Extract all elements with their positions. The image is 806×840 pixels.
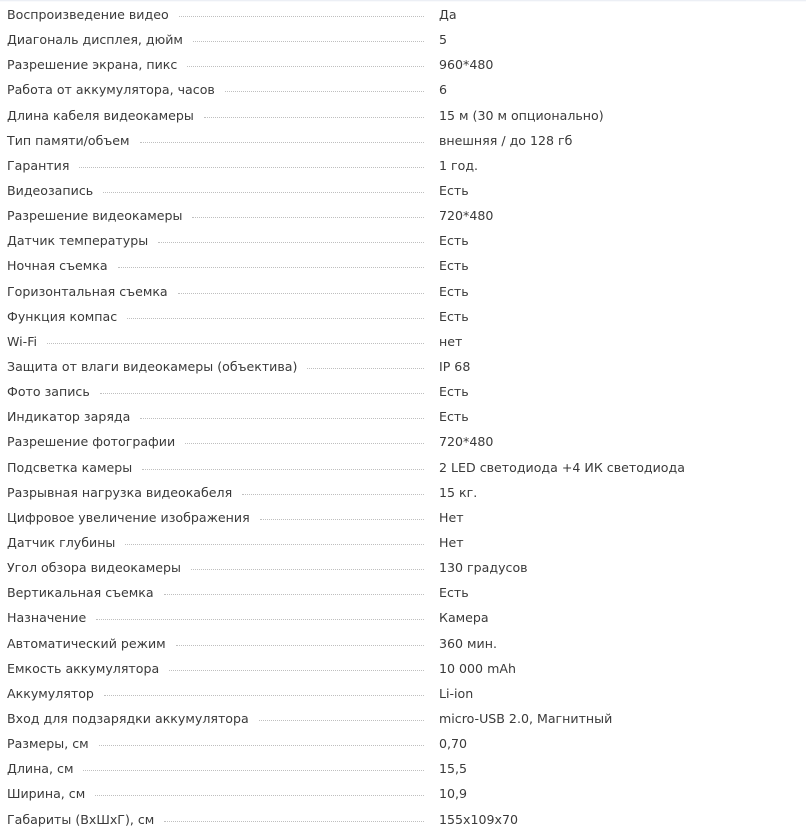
dotted-leader: [83, 770, 424, 771]
spec-name-cell: [0, 334, 432, 349]
spec-name-cell: [0, 460, 432, 475]
spec-name-cell: [0, 108, 432, 123]
dotted-leader: [99, 745, 424, 746]
spec-name-cell: [0, 686, 432, 701]
dotted-leader: [191, 569, 424, 570]
spec-value: IP 68: [439, 359, 471, 375]
spec-row: [0, 27, 806, 52]
dotted-leader: [169, 670, 424, 671]
spec-label: Датчик глубины: [7, 535, 116, 551]
spec-row: [0, 203, 806, 228]
spec-label: Подсветка камеры: [7, 459, 133, 475]
spec-row: [0, 756, 806, 781]
spec-name-cell: [0, 434, 432, 449]
spec-value: 155х109х70: [439, 811, 519, 827]
spec-label: Работа от аккумулятора, часов: [7, 82, 215, 98]
spec-label: Угол обзора видеокамеры: [7, 560, 181, 576]
dotted-leader: [100, 393, 424, 394]
spec-value: внешняя / до 128 гб: [439, 132, 573, 148]
spec-value: 2 LED светодиода +4 ИК светодиода: [439, 459, 685, 475]
spec-label: Разрывная нагрузка видеокабеля: [7, 484, 233, 500]
spec-label: Разрешение фотографии: [7, 434, 176, 450]
spec-row: [0, 103, 806, 128]
spec-label: Гарантия: [7, 157, 70, 173]
dotted-leader: [193, 41, 424, 42]
spec-name-cell: [0, 309, 432, 324]
spec-value: 720*480: [439, 208, 494, 224]
spec-label: Назначение: [7, 610, 87, 626]
dotted-leader: [179, 16, 424, 17]
dotted-leader: [158, 242, 424, 243]
spec-value: 15,5: [439, 761, 468, 777]
spec-value: 5: [439, 32, 448, 48]
spec-value: 360 мин.: [439, 635, 497, 651]
spec-row: [0, 555, 806, 580]
spec-row: [0, 329, 806, 354]
dotted-leader: [47, 343, 424, 344]
spec-row: [0, 253, 806, 278]
spec-name-cell: [0, 258, 432, 273]
spec-label: Видеозапись: [7, 183, 94, 199]
spec-row: [0, 128, 806, 153]
spec-list: [0, 2, 806, 832]
spec-row: [0, 404, 806, 429]
dotted-leader: [140, 418, 424, 419]
dotted-leader: [187, 66, 424, 67]
dotted-leader: [242, 494, 424, 495]
spec-name-cell: [0, 736, 432, 751]
spec-label: Размеры, см: [7, 736, 89, 752]
dotted-leader: [307, 368, 424, 369]
spec-label: Тип памяти/объем: [7, 132, 130, 148]
spec-label: Горизонтальная съемка: [7, 283, 168, 299]
dotted-leader: [164, 821, 424, 822]
spec-name-cell: [0, 233, 432, 248]
dotted-leader: [204, 117, 424, 118]
spec-name-cell: [0, 535, 432, 550]
spec-name-cell: [0, 485, 432, 500]
spec-name-cell: [0, 585, 432, 600]
spec-value: Да: [439, 7, 457, 23]
spec-label: Аккумулятор: [7, 685, 94, 701]
spec-name-cell: [0, 57, 432, 72]
dotted-leader: [103, 192, 424, 193]
dotted-leader: [259, 720, 424, 721]
spec-value: Камера: [439, 610, 489, 626]
spec-row: [0, 228, 806, 253]
spec-row: [0, 304, 806, 329]
spec-name-cell: [0, 409, 432, 424]
spec-label: Воспроизведение видео: [7, 7, 169, 23]
spec-label: Функция компас: [7, 308, 118, 324]
spec-value: Есть: [439, 258, 469, 274]
spec-row: [0, 455, 806, 480]
dotted-leader: [225, 91, 424, 92]
spec-name-cell: [0, 711, 432, 726]
dotted-leader: [185, 443, 424, 444]
spec-value: 960*480: [439, 57, 494, 73]
spec-row: [0, 279, 806, 304]
spec-name-cell: [0, 610, 432, 625]
spec-row: [0, 505, 806, 530]
spec-row: [0, 631, 806, 656]
spec-row: [0, 681, 806, 706]
spec-name-cell: [0, 560, 432, 575]
spec-name-cell: [0, 812, 432, 827]
spec-value: Есть: [439, 308, 469, 324]
spec-name-cell: [0, 761, 432, 776]
spec-value: Есть: [439, 409, 469, 425]
spec-label: Ширина, см: [7, 786, 86, 802]
spec-label: Датчик температуры: [7, 233, 149, 249]
dotted-leader: [79, 167, 424, 168]
spec-value: Нет: [439, 535, 464, 551]
spec-label: Индикатор заряда: [7, 409, 131, 425]
dotted-leader: [142, 469, 424, 470]
spec-label: Wi-Fi: [7, 333, 38, 349]
spec-label: Вход для подзарядки аккумулятора: [7, 711, 249, 726]
dotted-leader: [96, 619, 424, 620]
spec-label: Разрешение видеокамеры: [7, 208, 183, 224]
spec-row: [0, 480, 806, 505]
spec-label: Автоматический режим: [7, 635, 166, 651]
spec-value: 15 м (30 м опционально): [439, 107, 604, 123]
spec-name-cell: [0, 636, 432, 651]
spec-row: [0, 178, 806, 203]
spec-value: нет: [439, 333, 463, 349]
dotted-leader: [118, 267, 424, 268]
spec-name-cell: [0, 133, 432, 148]
dotted-leader: [164, 594, 424, 595]
spec-value: 15 кг.: [439, 484, 478, 500]
spec-name-cell: [0, 661, 432, 676]
spec-row: [0, 52, 806, 77]
spec-label: Разрешение экрана, пикс: [7, 57, 178, 73]
spec-label: Длина, см: [7, 761, 74, 777]
spec-row: [0, 379, 806, 404]
dotted-leader: [192, 217, 424, 218]
dotted-leader: [127, 318, 424, 319]
spec-name-cell: [0, 82, 432, 97]
spec-value: Есть: [439, 283, 469, 299]
spec-value: 720*480: [439, 434, 494, 450]
spec-value: Есть: [439, 183, 469, 199]
spec-row: [0, 77, 806, 102]
spec-row: [0, 530, 806, 555]
spec-label: Фото запись: [7, 384, 90, 400]
dotted-leader: [95, 795, 424, 796]
dotted-leader: [260, 519, 424, 520]
spec-name-cell: [0, 183, 432, 198]
dotted-leader: [178, 293, 424, 294]
spec-value: 0,70: [439, 736, 468, 752]
spec-value: 6: [439, 82, 448, 98]
spec-name-cell: [0, 359, 432, 374]
spec-row: [0, 731, 806, 756]
spec-row: [0, 656, 806, 681]
spec-row: [0, 153, 806, 178]
spec-name-cell: [0, 32, 432, 47]
spec-name-cell: [0, 384, 432, 399]
spec-row: [0, 2, 806, 27]
dotted-leader: [140, 142, 424, 143]
spec-row: [0, 781, 806, 806]
spec-name-cell: [0, 158, 432, 173]
spec-value: Есть: [439, 384, 469, 400]
spec-value: 10,9: [439, 786, 468, 802]
spec-value: micro-USB 2.0, Магнитный: [439, 711, 613, 726]
spec-name-cell: [0, 284, 432, 299]
spec-label: Ночная съемка: [7, 258, 108, 274]
spec-label: Диагональ дисплея, дюйм: [7, 32, 183, 48]
spec-value: Нет: [439, 509, 464, 525]
dotted-leader: [125, 544, 424, 545]
dotted-leader: [176, 645, 424, 646]
spec-value: 10 000 mAh: [439, 660, 516, 676]
spec-label: Защита от влаги видеокамеры (объектива): [7, 359, 298, 375]
spec-value: 130 градусов: [439, 560, 528, 576]
spec-value: Есть: [439, 585, 469, 601]
dotted-leader: [104, 695, 424, 696]
spec-name-cell: [0, 510, 432, 525]
spec-value: 1 год.: [439, 157, 479, 173]
spec-label: Вертикальная съемка: [7, 585, 154, 601]
spec-value: Есть: [439, 233, 469, 249]
spec-row: [0, 580, 806, 605]
spec-name-cell: [0, 208, 432, 223]
spec-label: Длина кабеля видеокамеры: [7, 107, 194, 123]
spec-row: [0, 706, 806, 731]
spec-label: Емкость аккумулятора: [7, 660, 160, 676]
spec-row: [0, 605, 806, 630]
spec-name-cell: [0, 786, 432, 801]
spec-row: [0, 807, 806, 832]
spec-label: Габариты (ВхШхГ), см: [7, 811, 155, 827]
spec-name-cell: [0, 7, 432, 22]
spec-row: [0, 354, 806, 379]
spec-row: [0, 429, 806, 454]
spec-label: Цифровое увеличение изображения: [7, 509, 250, 525]
spec-value: Li-ion: [439, 685, 474, 701]
